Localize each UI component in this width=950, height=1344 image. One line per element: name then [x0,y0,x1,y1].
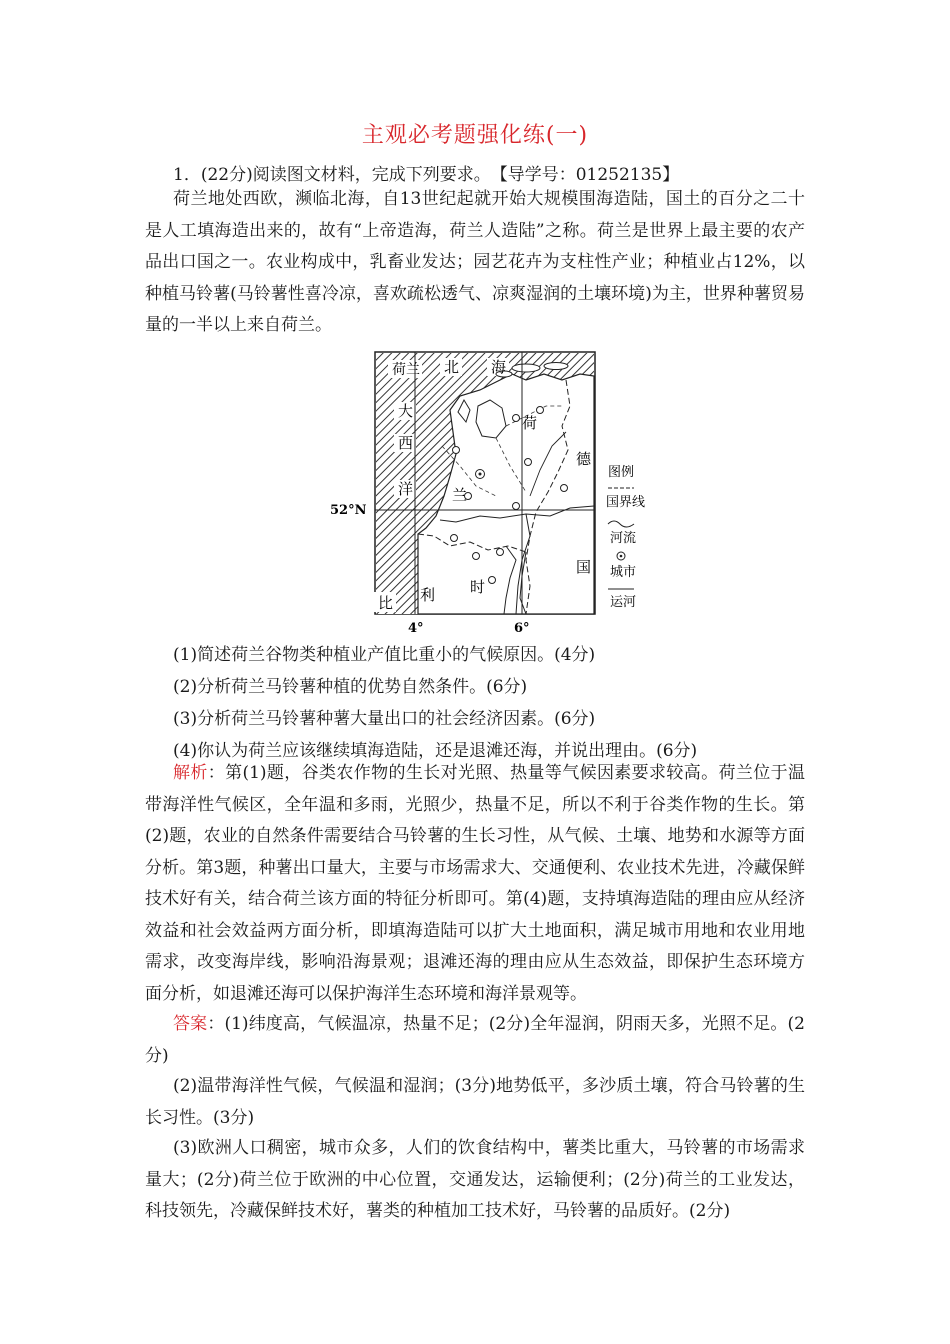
legend-item: 河流 [610,531,637,546]
sub-question-4: (4)你认为荷兰应该继续填海造陆，还是退滩还海，并说出理由。(6分) [173,741,698,761]
longitude-label: 6° [514,621,530,636]
legend-item: 运河 [610,595,637,610]
analysis-text: ：第(1)题，谷类农作物的生长对光照、热量等气候因素要求较高。荷兰位于温带海洋性气候区，全年温和多雨，光照少，热量不足，所以不利于谷类作物的生长。第(2)题，农业的自然条件需要结合马铃薯的生长习性，从气候、土壤、地势和水源等方面分析。第3题，种薯出口量大，主要与市场需求大、交通便利、农业技术先进，冷藏保鲜技术好有关，结合荷兰该方面的特征分析即可。第(4)题，支持填海造陆的理由应从经济效益和社会效益两方面分析，即填海造陆可以扩大土地面积，满足城市用地和农业用地需求，改变海岸线，影响沿海景观；退滩还海的理由应从生态效益，即保护生态环境方面分析，如退滩还海可以保护海洋生态环境和海洋景观等。 [145,763,805,1004]
map-label: 国 [576,558,592,576]
longitude-label: 4° [408,621,424,636]
map-label: 海 [491,358,507,376]
city-icon [561,485,568,492]
analysis-paragraph [145,758,805,1010]
city-icon [473,553,480,560]
sub-question-3: (3)分析荷兰马铃薯种薯大量出口的社会经济因素。(6分) [173,709,596,729]
map-label: 北 [444,358,460,376]
city-icon [489,577,496,584]
question-header: 1．(22分)阅读图文材料，完成下列要求。 【导学号：01252135】 [173,165,680,185]
sub-question-2: (2)分析荷兰马铃薯种植的优势自然条件。(6分) [173,677,528,697]
city-icon [513,415,520,422]
city-icon [497,549,504,556]
legend-title: 图例 [608,465,635,480]
map-label: 大 [398,402,414,420]
page-title: 主观必考题强化练(一) [361,123,589,148]
map-label: 荷 [522,414,538,432]
answer-text-1: ：(1)纬度高，气候温凉，热量不足；(2分)全年湿润，阴雨天多，光照不足。(2分) [145,1014,806,1066]
city-icon [451,535,458,542]
latitude-label: 52°N [330,503,367,518]
map-label: 时 [470,578,486,596]
city-icon [513,503,520,510]
answer-paragraph-1 [145,1009,805,1072]
answer-paragraph-3: (3)欧洲人口稠密，城市众多，人们的饮食结构中，薯类比重大，马铃薯的市场需求量大；(2分)荷兰位于欧洲的中心位置，交通发达，运输便利；(2分)荷兰的工业发达，科技领先，冷藏保鲜技术好，薯类的种植加工技术好，马铃薯的品质好。(2分) [145,1138,805,1221]
map-label: 德 [576,450,592,468]
legend-item: 国界线 [606,495,646,510]
map-label: 洋 [398,480,414,498]
sub-question-1: (1)简述荷兰谷物类种植业产值比重小的气候原因。(4分) [173,645,596,665]
map-label: 比 [378,594,394,612]
material-paragraph: 荷兰地处西欧，濒临北海，自13世纪起就开始大规模围海造陆，国土的百分之二十是人工填海造出来的，故有“上帝造海，荷兰人造陆”之称。荷兰是世界上最主要的农产品出口国之一。农业构成中，乳畜业发达；园艺花卉为支柱性产业；种植业占12%，以种植马铃薯(马铃薯性喜冷凉，喜欢疏松透气、凉爽湿润的土壤环境)为主，世界种薯贸易量的一半以上来自荷兰。 [145,189,805,335]
map-label: 荷兰 [392,362,420,378]
city-icon [537,407,544,414]
netherlands-map [330,346,660,636]
analysis-label: 解析 [173,763,208,783]
city-icon [525,459,532,466]
map-label: 西 [398,434,414,452]
answer-label: 答案 [173,1014,208,1034]
answer-paragraph-2: (2)温带海洋性气候，气候温和湿润；(3分)地势低平，多沙质土壤，符合马铃薯的生长习性。(3分) [145,1076,805,1128]
map-label: 利 [420,586,436,604]
legend-item: 城市 [610,565,637,580]
map-label: 兰 [452,486,468,504]
city-icon [453,447,460,454]
river-legend-icon [608,521,634,527]
